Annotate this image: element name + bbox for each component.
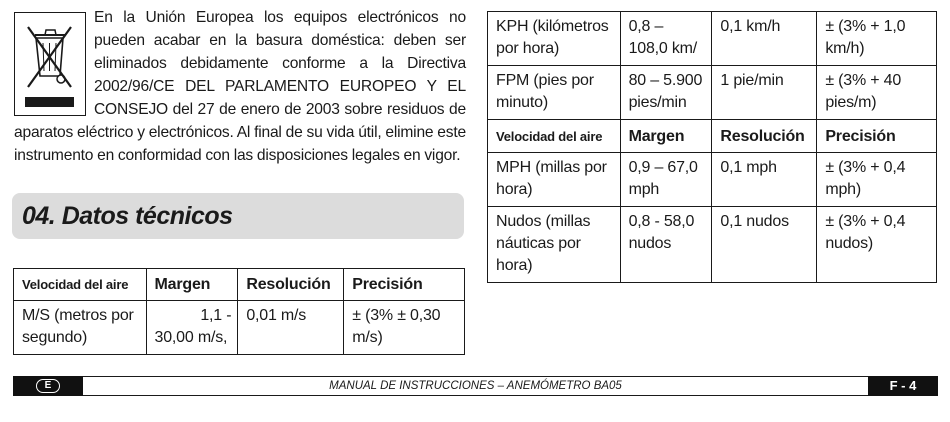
crossed-out-wheelie-bin-icon xyxy=(14,12,86,116)
range-cell-line1: 1,1 - xyxy=(200,307,232,324)
unit-cell: FPM (pies por minuto) xyxy=(488,66,621,120)
weee-notice-text: En la Unión Europea los equipos electrónicos no pueden acabar en la basura doméstica: deben ser eliminados debidamente conforme a la Directiva 2002/96/CE DEL PARLAMENTO EUROPEO Y EL CONSEJO del 27 de enero de 2003 sobre residuos de aparatos eléctrico y electrónicos. Al final de su vida útil, elimine este instrumento en conformidad con las disposiciones legales en vigor. xyxy=(14,9,466,164)
range-cell: 0,8 - 58,0 nudos xyxy=(620,207,712,283)
precision-cell: ± (3% + 0,4 mph) xyxy=(817,153,937,207)
table-row xyxy=(14,301,465,355)
resolution-cell: 1 pie/min xyxy=(712,66,817,120)
page-footer xyxy=(13,376,938,396)
range-cell: 0,8 – 108,0 km/ xyxy=(620,12,712,66)
precision-cell: ± (3% + 40 pies/m) xyxy=(817,66,937,120)
table-row xyxy=(488,207,937,283)
resolution-cell: 0,1 km/h xyxy=(712,12,817,66)
header-margen: Margen xyxy=(620,120,712,153)
header-precision: Precisión xyxy=(817,120,937,153)
spec-table-other-units xyxy=(487,11,937,283)
table-header-row xyxy=(14,269,465,301)
section-title: 04. Datos técnicos xyxy=(12,193,464,239)
range-cell: 80 – 5.900 pies/min xyxy=(620,66,712,120)
unit-cell: MPH (millas por hora) xyxy=(488,153,621,207)
precision-cell: ± (3% + 1,0 km/h) xyxy=(817,12,937,66)
range-cell-line2: 30,00 m/s, xyxy=(154,329,228,346)
range-cell xyxy=(146,301,238,355)
spec-table-ms xyxy=(13,268,465,355)
resolution-cell: 0,1 mph xyxy=(712,153,817,207)
header-margen: Margen xyxy=(146,269,238,301)
precision-cell: ± (3% ± 0,30 m/s) xyxy=(344,301,465,355)
language-code: E xyxy=(36,379,60,393)
unit-cell: KPH (kilómetros por hora) xyxy=(488,12,621,66)
header-velocidad: Velocidad del aire xyxy=(488,120,621,153)
manual-title: MANUAL DE INSTRUCCIONES – ANEMÓMETRO BA05 xyxy=(329,380,622,392)
resolution-cell: 0,01 m/s xyxy=(238,301,344,355)
header-precision: Precisión xyxy=(344,269,465,301)
precision-cell: ± (3% + 0,4 nudos) xyxy=(817,207,937,283)
table-header-row xyxy=(488,120,937,153)
table-row xyxy=(488,12,937,66)
unit-cell: M/S (metros por segundo) xyxy=(14,301,147,355)
language-badge xyxy=(13,376,83,396)
table-row xyxy=(488,66,937,120)
header-resolucion: Resolución xyxy=(238,269,344,301)
unit-cell: Nudos (millas náuticas por hora) xyxy=(488,207,621,283)
resolution-cell: 0,1 nudos xyxy=(712,207,817,283)
table-row xyxy=(488,153,937,207)
page-number: F - 4 xyxy=(868,376,938,396)
range-cell: 0,9 – 67,0 mph xyxy=(620,153,712,207)
header-resolucion: Resolución xyxy=(712,120,817,153)
header-velocidad: Velocidad del aire xyxy=(14,269,147,301)
